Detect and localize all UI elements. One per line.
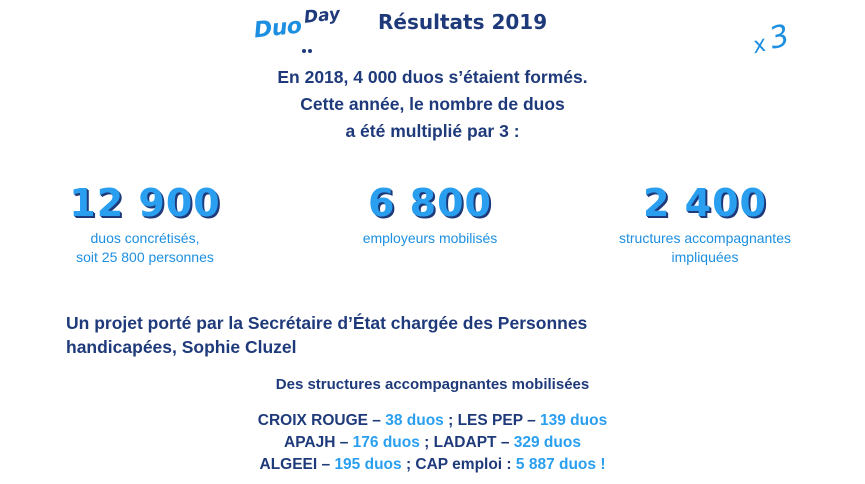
structure-name: ; LADAPT — [419, 434, 497, 451]
structure-count: 38 duos — [385, 412, 444, 429]
stat-label — [320, 229, 540, 248]
stat-value: 12 900 — [69, 181, 221, 225]
multiplier-number: 3 — [765, 18, 793, 57]
structure-name: CROIX ROUGE — [257, 412, 368, 429]
structures-row — [0, 454, 865, 476]
structure-count: 5 887 duos ! — [515, 456, 606, 473]
stat-value: 2 400 — [643, 181, 767, 225]
stat-label-line: structures accompagnantes — [619, 230, 791, 246]
structure-name: ; LES PEP — [443, 412, 523, 429]
structures-row — [0, 432, 865, 454]
structures-row — [0, 410, 865, 432]
structure-separator: – — [368, 412, 386, 429]
logo-duo-text: Duo — [252, 13, 303, 44]
stat-label-line: employeurs mobilisés — [362, 230, 498, 246]
header — [250, 4, 610, 54]
stat-value: 6 800 — [368, 181, 492, 225]
structure-count: 139 duos — [540, 412, 608, 429]
stat-structures — [580, 180, 830, 267]
stat-label-line: soit 25 800 personnes — [76, 249, 214, 265]
stat-label — [580, 229, 830, 267]
project-statement — [66, 311, 806, 359]
structure-count: 329 duos — [513, 434, 581, 451]
logo-day-text: Day — [303, 4, 342, 28]
structure-name: APAJH — [284, 434, 336, 451]
page-title: Résultats 2019 — [378, 10, 548, 34]
stat-label — [40, 229, 250, 267]
stat-label-line: duos concrétisés, — [90, 230, 200, 246]
project-line-1: Un projet porté par la Secrétaire d’État chargée des Personnes — [66, 313, 588, 333]
intro-line-2: Cette année, le nombre de duos — [300, 94, 565, 114]
multiplier-badge — [748, 18, 793, 61]
structure-count: 176 duos — [352, 434, 420, 451]
intro-line-1: En 2018, 4 000 duos s’étaient formés. — [277, 67, 588, 87]
intro-text — [0, 64, 865, 145]
structure-name: ALGEEI — [259, 456, 318, 473]
multiplier-x: x — [750, 31, 769, 60]
structure-separator: – — [522, 412, 541, 429]
structures-title: Des structures accompagnantes mobilisées — [275, 376, 590, 393]
structures-list — [0, 410, 865, 476]
duoday-logo — [250, 6, 360, 54]
stat-duos — [40, 180, 250, 267]
logo-dots-icon — [302, 40, 314, 48]
structure-separator: – — [496, 434, 514, 451]
structure-separator: – — [317, 456, 335, 473]
structure-name: ; CAP emploi : — [401, 456, 516, 473]
stat-label-line: impliquées — [671, 249, 739, 265]
structure-separator: – — [335, 434, 353, 451]
structure-count: 195 duos — [334, 456, 402, 473]
project-line-2: handicapées, Sophie Cluzel — [66, 337, 297, 357]
intro-line-3: a été multiplié par 3 : — [345, 121, 520, 141]
stat-employeurs — [320, 180, 540, 248]
